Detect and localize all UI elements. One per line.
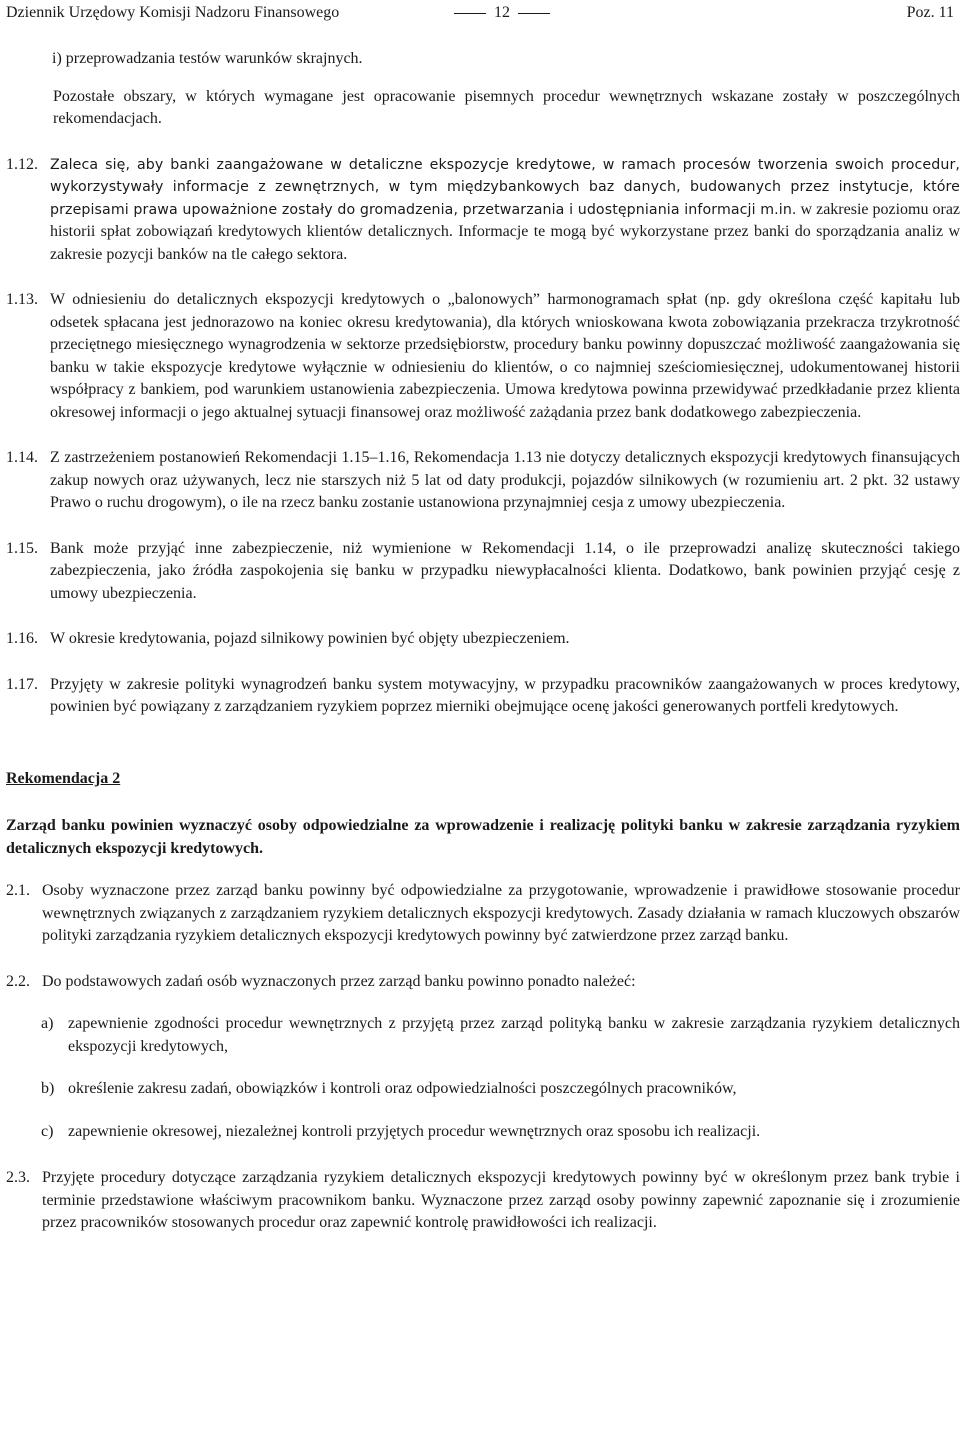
document-body	[6, 48, 960, 1235]
item-text: Do podstawowych zadań osób wyznaczonych przez zarząd banku powinno ponadto należeć:	[42, 972, 636, 990]
item-text: W okresie kredytowania, pojazd silnikowy powinien być objęty ubezpieczeniem.	[50, 630, 570, 647]
item-number: 2.1.	[6, 882, 30, 899]
page-number	[446, 4, 558, 22]
item-number: 1.12.	[6, 155, 38, 173]
item-text: Z zastrzeżeniem postanowień Rekomendacji 1.15–1.16, Rekomendacja 1.13 nie dotyczy detalicznych ekspozycji kredytowych finansujących zakup nowych oraz używanych, lecz nie starszych niż 5 lat od daty produkcji, pojazdów silnikowych (w rozumieniu art. 2 pkt. 32 ustawy Prawo o ruchu drogowym), o ile na rzecz banku zostanie ustanowiona przynajmniej cesja z umowy ubezpieczenia.	[50, 449, 960, 511]
sub-item-letter: c)	[41, 1122, 54, 1140]
item-text	[50, 154, 960, 267]
item-2-1	[6, 880, 960, 948]
item-text: Bank może przyjąć inne zabezpieczenie, niż wymienione w Rekomendacji 1.14, o ile przeprowadzi analizę skuteczności takiego zabezpieczenia, jako źródła zaspokojenia się banku w przypadku niewypłacalności klienta. Dodatkowo, bank powinien przyjąć cesję z umowy ubezpieczenia.	[50, 539, 960, 602]
sub-item-text: określenie zakresu zadań, obowiązków i kontroli oraz odpowiedzialności poszczególnych pracowników,	[68, 1080, 737, 1097]
item-text-serif: w zakresie poziomu oraz historii spłat zobowiązań kredytowych klientów detalicznych. Informacje te mogą być wykorzystane przez banki do sporządzania analiz w zakresie pozycji banków na tle całego sektora.	[50, 200, 960, 263]
item-1-16	[6, 628, 960, 651]
item-text: W odniesieniu do detalicznych ekspozycji kredytowych o „balonowych” harmonogramach spłat (np. gdy określona część kapitału lub odsetek spłacana jest jednorazowo na koniec okresu kredytowania), dla których wnioskowana kwota zobowiązania przekracza trzykrotność przeciętnego miesięcznego wynagrodzenia w sektorze przedsiębiorstw, procedury banku powinny dopuszczać możliwość zaangażowania się banku w takie ekspozycje kredytowe wyłącznie w odniesieniu do klientów, o co najmniej sześciomiesięcznej, udokumentowanej historii współpracy z bankiem, pod warunkiem ustanowienia zabezpieczenia. Umowa kredytowa powinna przewidywać przedkładanie przez klienta okresowej informacji o jego aktualnej sytuacji finansowej oraz możliwość zażądania przez bank dodatkowego zabezpieczenia.	[50, 291, 960, 421]
journal-title: Dziennik Urzędowy Komisji Nadzoru Finansowego	[6, 4, 340, 21]
item-number: 2.2.	[6, 972, 30, 990]
item-2-2	[6, 971, 960, 994]
item-number: 1.17.	[6, 675, 38, 693]
item-text: Osoby wyznaczone przez zarząd banku powinny być odpowiedzialne za przygotowanie, wprowadzenie i prawidłowe stosowanie procedur wewnętrznych związanych z zarządzaniem ryzykiem detalicznych ekspozycji kredytowych. Zasady działania w ramach kluczowych obszarów polityki zarządzania ryzykiem detalicznych ekspozycji kredytowych powinny być zatwierdzone przez zarząd banku.	[42, 882, 960, 944]
item-number: 1.13.	[6, 291, 38, 308]
continuation-item-i: i) przeprowadzania testów warunków skrajnych.	[52, 50, 363, 67]
item-1-17	[6, 674, 960, 719]
recommendation-heading: Rekomendacja 2	[6, 769, 121, 787]
item-text-sans: Zaleca się, aby banki zaangażowane w detaliczne ekspozycje kredytowe, w ramach procesów tworzenia swoich procedur, wykorzystywały informacje z zewnętrznych, w tym międzybankowych baz danych, budowanych przez instytucje, które przepisami prawa upoważnione zostały do gromadzenia, przetwarzania i udostępniania informacji m.in.	[50, 156, 960, 218]
item-1-14	[6, 447, 960, 515]
item-number: 2.3.	[6, 1169, 30, 1186]
item-1-12	[6, 154, 960, 267]
sub-item-letter: a)	[41, 1015, 54, 1032]
page-header	[6, 4, 954, 26]
sub-item-text: zapewnienie okresowej, niezależnej kontroli przyjętych procedur wewnętrznych oraz sposobu ich realizacji.	[68, 1122, 761, 1140]
sub-item-letter: b)	[41, 1080, 55, 1097]
item-1-15	[6, 538, 960, 606]
position-number: Poz. 11	[906, 4, 954, 21]
item-text: Przyjęty w zakresie polityki wynagrodzeń banku system motywacyjny, w przypadku pracowników zaangażowanych w proces kredytowy, powinien być powiązany z zarządzaniem ryzykiem poprzez mierniki obejmujące ocenę jakości generowanych portfeli kredytowych.	[50, 675, 960, 715]
sub-item-a	[6, 1013, 960, 1058]
item-number: 1.16.	[6, 630, 38, 647]
sub-item-text: zapewnienie zgodności procedur wewnętrznych z przyjętą przez zarząd polityką banku w zakresie zarządzania ryzykiem detalicznych ekspozycji kredytowych,	[68, 1015, 960, 1055]
item-1-13	[6, 289, 960, 424]
item-number: 1.14.	[6, 449, 38, 466]
item-number: 1.15.	[6, 539, 38, 557]
sub-item-b	[6, 1078, 960, 1101]
recommendation-statement: Zarząd banku powinien wyznaczyć osoby odpowiedzialne za wprowadzenie i realizację polityki banku w zakresie zarządzania ryzykiem detalicznych ekspozycji kredytowych.	[6, 817, 960, 857]
item-2-3	[6, 1167, 960, 1235]
dash-left	[454, 13, 486, 14]
sub-item-c	[6, 1121, 960, 1144]
page-number-text: 12	[494, 4, 510, 21]
dash-right	[518, 13, 550, 14]
item-text: Przyjęte procedury dotyczące zarządzania ryzykiem detalicznych ekspozycji kredytowych powinny być w określonym przez bank trybie i terminie przedstawione właściwym pracownikom banku. Wyznaczone przez zarząd osoby powinny zapewnić zapoznanie się i zrozumienie przez pracowników stosowanych procedur oraz zapewnić kontrolę prawidłowości ich realizacji.	[42, 1169, 960, 1231]
continuation-note: Pozostałe obszary, w których wymagane jest opracowanie pisemnych procedur wewnętrznych wskazane zostały w poszczególnych rekomendacjach.	[53, 87, 960, 127]
